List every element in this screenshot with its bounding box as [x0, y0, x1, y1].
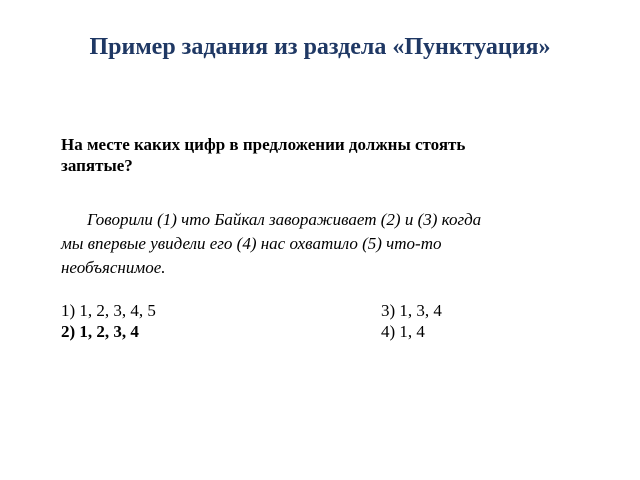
- answer-option-4: 4) 1, 4: [381, 322, 425, 341]
- task-question: [61, 134, 601, 176]
- slide-title: Пример задания из раздела «Пунктуация»: [89, 34, 551, 60]
- answer-option-2-correct: 2) 1, 2, 3, 4: [61, 322, 139, 341]
- sentence-line: Говорили (1) что Байкал завораживает (2) и (3) когда: [87, 210, 482, 229]
- answer-option-1: 1) 1, 2, 3, 4, 5: [61, 301, 156, 320]
- sentence-line: необъяснимое.: [61, 258, 166, 277]
- question-line: запятые?: [61, 156, 133, 175]
- question-line: На месте каких цифр в предложении должны стоять: [61, 135, 466, 154]
- answer-option-3: 3) 1, 3, 4: [381, 301, 442, 320]
- task-sentence: [61, 208, 601, 280]
- sentence-line: мы впервые увидели его (4) нас охватило (5) что-то: [61, 234, 442, 253]
